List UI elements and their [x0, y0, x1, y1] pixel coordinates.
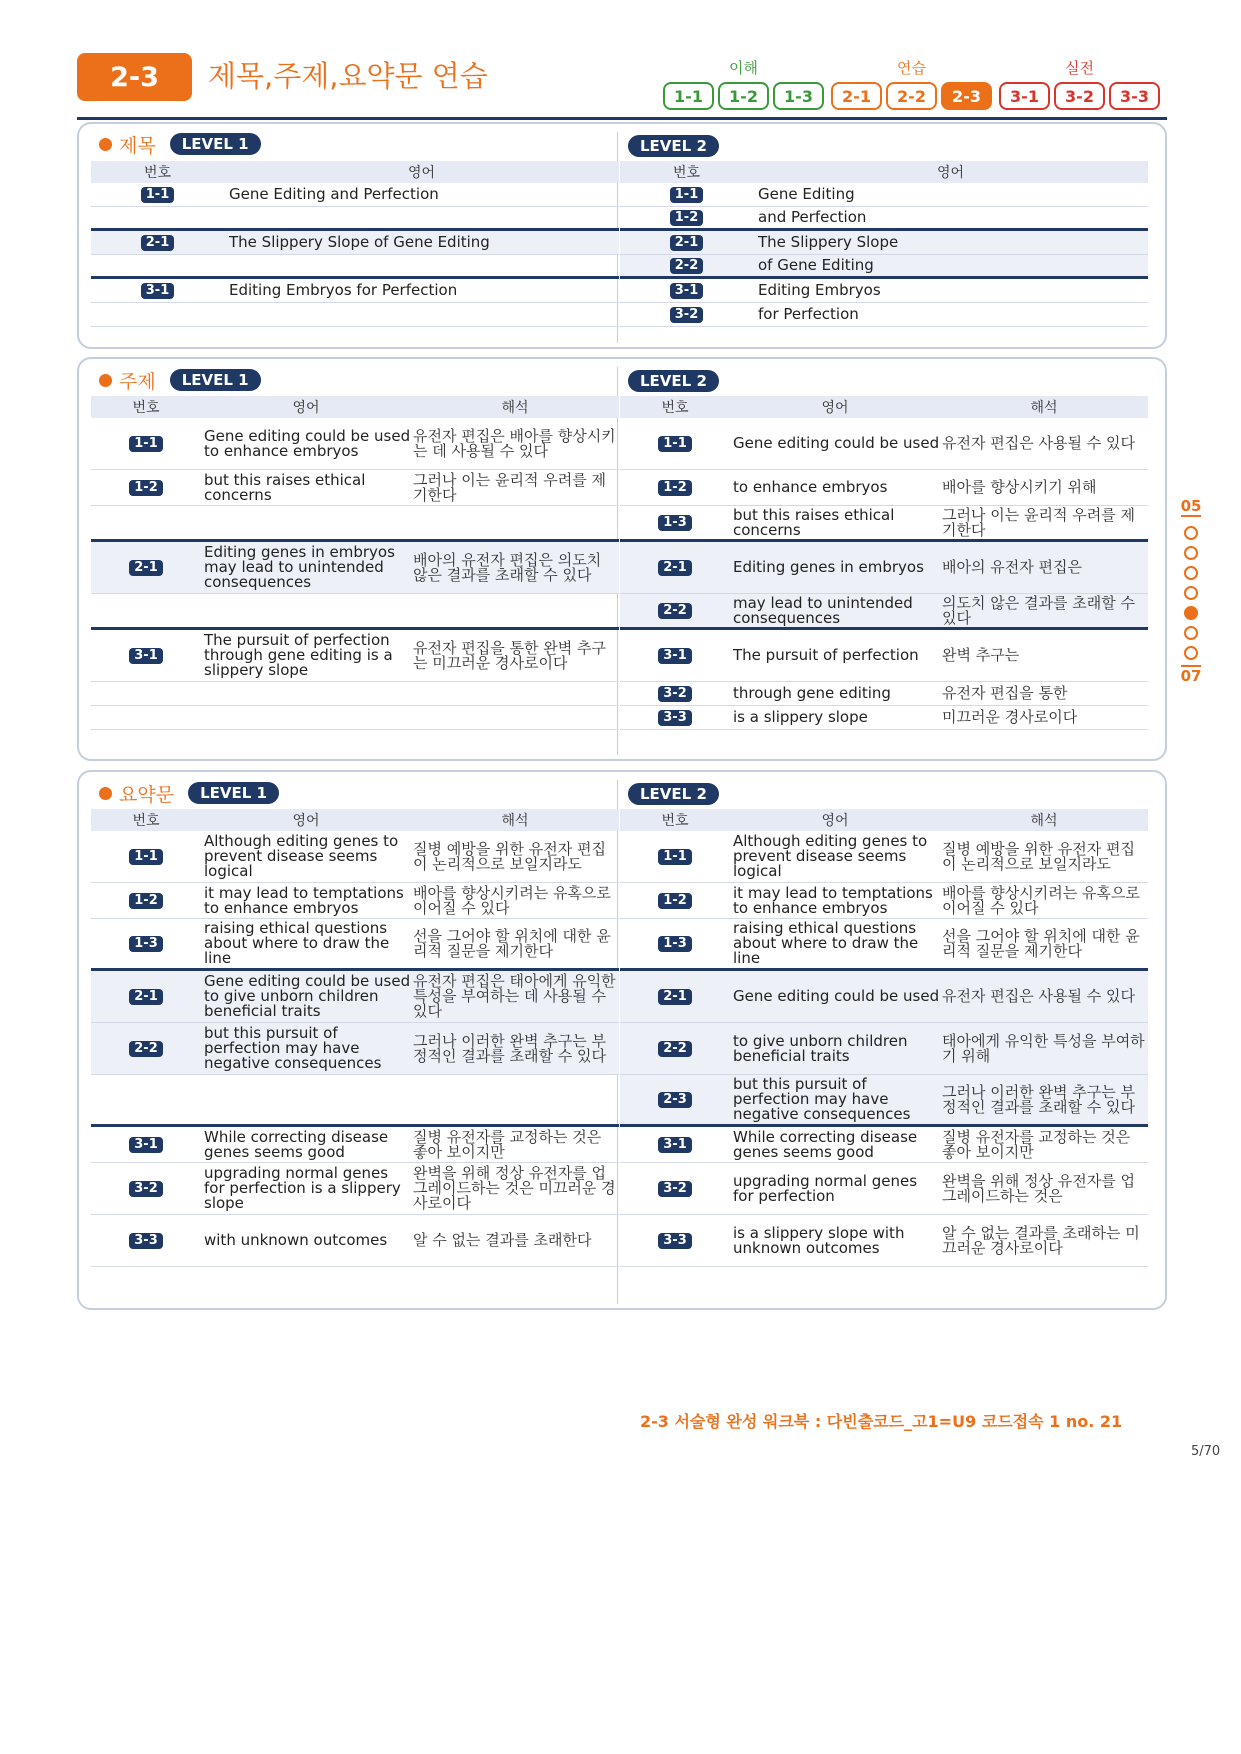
col-ko-header: 해석 [1030, 813, 1058, 829]
table-row [620, 831, 1148, 883]
english-cell: is a slippery slope [733, 708, 868, 726]
row-number-badge: 3-1 [658, 648, 692, 664]
col-num-header: 번호 [661, 400, 689, 416]
step-1-3[interactable]: 1-3 [773, 82, 824, 110]
korean-cell: 유전자 편집은 배아를 향상시키는 데 사용될 수 있다 [413, 426, 616, 460]
table-row [620, 231, 1148, 255]
row-number-badge: 2-1 [658, 560, 692, 576]
korean-cell: 배아를 향상시키려는 유혹으로 이어질 수 있다 [413, 883, 611, 917]
table-row [620, 919, 1148, 971]
row-number-badge: 3-1 [670, 283, 704, 299]
row-number-cell [620, 849, 730, 865]
english-cell: but this pursuit of perfection may have negative consequences [733, 1075, 911, 1123]
progress-dot-current-icon [1184, 606, 1198, 620]
table-row [91, 279, 619, 303]
row-number-badge: 1-1 [658, 849, 692, 865]
progress-dot-icon [1184, 626, 1198, 640]
table-row [91, 303, 619, 327]
row-number-cell [620, 235, 753, 251]
step-2-2[interactable]: 2-2 [886, 82, 937, 110]
row-number-badge: 2-1 [129, 560, 163, 576]
progress-dot-icon [1184, 646, 1198, 660]
step-1-2[interactable]: 1-2 [718, 82, 769, 110]
col-ko-header: 해석 [1030, 400, 1058, 416]
row-number-cell [91, 187, 224, 203]
page-title: 제목,주제,요약문 연습 [208, 59, 488, 93]
step-group-real [999, 58, 1160, 110]
progress-end-label: 07 [1180, 667, 1202, 685]
row-number-badge: 3-1 [129, 648, 163, 664]
table-row [91, 231, 619, 255]
chapter-progress [1180, 497, 1202, 685]
table-row [620, 207, 1148, 231]
row-number-cell [91, 436, 201, 452]
row-number-cell [620, 710, 730, 726]
table-row [91, 1075, 619, 1127]
korean-cell: 완벽을 위해 정상 유전자를 업그레이드하는 것은 미끄러운 경사로이다 [413, 1164, 616, 1212]
row-number-cell [620, 648, 730, 664]
row-number-cell [620, 515, 730, 531]
step-2-3[interactable]: 2-3 [941, 82, 992, 110]
english-cell: Editing genes in embryos may lead to unintended consequences [204, 543, 395, 591]
level-1-badge: LEVEL 1 [188, 782, 279, 804]
row-number-badge: 2-2 [658, 603, 692, 619]
theme-level2-table [620, 396, 1148, 730]
korean-cell: 유전자 편집은 사용될 수 있다 [942, 987, 1135, 1005]
col-num-header: 번호 [672, 165, 701, 181]
table-row [620, 542, 1148, 594]
level-1-badge: LEVEL 1 [170, 133, 261, 155]
english-cell: Gene editing could be used to enhance embryos [204, 426, 411, 460]
korean-cell: 유전자 편집을 통한 완벽 추구는 미끄러운 경사로이다 [413, 638, 606, 672]
korean-cell: 완벽 추구는 [942, 646, 1020, 664]
progress-start-label: 05 [1180, 497, 1202, 515]
section-name: 요약문 [119, 783, 175, 806]
table-row [91, 470, 619, 506]
english-cell: Editing Embryos for Perfection [229, 281, 458, 299]
row-number-badge: 2-1 [658, 989, 692, 1005]
row-number-cell [91, 560, 201, 576]
korean-cell: 배아를 향상시키려는 유혹으로 이어질 수 있다 [942, 883, 1140, 917]
step-group-label: 실전 [1065, 59, 1094, 77]
section-badge: 2-3 [77, 53, 192, 101]
english-cell: but this pursuit of perfection may have negative consequences [204, 1024, 382, 1072]
english-cell: upgrading normal genes for perfection [733, 1171, 918, 1205]
row-number-badge: 2-2 [129, 1041, 163, 1057]
title-section [77, 122, 1167, 349]
col-num-header: 번호 [132, 813, 160, 829]
table-row [91, 971, 619, 1023]
row-number-cell [91, 283, 224, 299]
table-row [91, 183, 619, 207]
header-divider [77, 117, 1167, 120]
table-row [91, 919, 619, 971]
row-number-badge: 1-3 [658, 936, 692, 952]
step-group-label: 연습 [897, 59, 926, 77]
col-en-header: 영어 [292, 813, 320, 829]
row-number-badge: 3-2 [129, 1181, 163, 1197]
footer-text: 2-3 서술형 완성 워크북 : 다빈출코드_고1=U9 코드접속 1 no. 21 [640, 1412, 1123, 1431]
korean-cell: 완벽을 위해 정상 유전자를 업그레이드하는 것은 [942, 1171, 1135, 1205]
row-number-cell [91, 648, 201, 664]
title-level1-table [91, 161, 619, 327]
english-cell: through gene editing [733, 684, 891, 702]
english-cell: Gene Editing and Perfection [229, 185, 439, 203]
english-cell: to give unborn children beneficial traits [733, 1031, 908, 1065]
step-group-practice [831, 58, 992, 110]
row-number-badge: 1-1 [141, 187, 175, 203]
step-3-3[interactable]: 3-3 [1109, 82, 1160, 110]
english-cell: it may lead to temptations to enhance embryos [204, 883, 404, 917]
summary-level1-table [91, 809, 619, 1267]
english-cell: The pursuit of perfection [733, 646, 919, 664]
row-number-badge: 1-2 [129, 480, 163, 496]
table-row [91, 506, 619, 542]
table-row [620, 706, 1148, 730]
table-row [620, 594, 1148, 630]
english-cell: Editing Embryos [758, 281, 881, 299]
col-en-header: 영어 [821, 400, 849, 416]
korean-cell: 미끄러운 경사로이다 [942, 708, 1078, 726]
row-number-badge: 1-2 [658, 480, 692, 496]
korean-cell: 선을 그어야 할 위치에 대한 윤리적 질문을 제기한다 [942, 926, 1140, 960]
english-cell: raising ethical questions about where to draw the line [733, 919, 919, 967]
progress-dot-icon [1184, 586, 1198, 600]
row-number-badge: 3-3 [658, 710, 692, 726]
english-cell: The pursuit of perfection through gene editing is a slippery slope [204, 631, 393, 679]
row-number-badge: 3-3 [129, 1233, 163, 1249]
english-cell: The Slippery Slope of Gene Editing [229, 233, 490, 251]
table-row [620, 1023, 1148, 1075]
table-row [91, 1023, 619, 1075]
korean-cell: 유전자 편집을 통한 [942, 684, 1068, 702]
english-cell: with unknown outcomes [204, 1231, 388, 1249]
theme-level1-table [91, 396, 619, 730]
english-cell: to enhance embryos [733, 478, 888, 496]
table-row [620, 279, 1148, 303]
bullet-icon [99, 138, 112, 151]
table-row [91, 706, 619, 730]
table-row [91, 1127, 619, 1163]
summary-level2-table [620, 809, 1148, 1267]
korean-cell: 그러나 이러한 완벽 추구는 부정적인 결과를 초래할 수 있다 [942, 1082, 1135, 1116]
korean-cell: 선을 그어야 할 위치에 대한 윤리적 질문을 제기한다 [413, 926, 611, 960]
row-number-badge: 2-2 [658, 1041, 692, 1057]
bullet-icon [99, 787, 112, 800]
progress-dot-icon [1184, 566, 1198, 580]
korean-cell: 배아의 유전자 편집은 의도치 않은 결과를 초래할 수 있다 [413, 550, 602, 584]
korean-cell: 그러나 이는 윤리적 우려를 제기한다 [942, 505, 1135, 539]
section-name: 제목 [119, 134, 156, 157]
table-row [91, 594, 619, 630]
korean-cell: 질병 예방을 위한 유전자 편집이 논리적으로 보일지라도 [942, 839, 1135, 873]
table-row [91, 1215, 619, 1267]
table-row [620, 1075, 1148, 1127]
row-number-cell [620, 258, 753, 274]
english-cell: Although editing genes to prevent disease seems logical [733, 832, 928, 880]
korean-cell: 알 수 없는 결과를 초래한다 [413, 1231, 592, 1249]
row-number-badge: 3-1 [141, 283, 175, 299]
row-number-badge: 1-1 [670, 187, 704, 203]
korean-cell: 그러나 이러한 완벽 추구는 부정적인 결과를 초래할 수 있다 [413, 1031, 606, 1065]
row-number-badge: 1-2 [670, 210, 704, 226]
table-row [620, 506, 1148, 542]
english-cell: Although editing genes to prevent disease seems logical [204, 832, 399, 880]
row-number-cell [91, 989, 201, 1005]
table-row [91, 1163, 619, 1215]
row-number-badge: 3-1 [129, 1137, 163, 1153]
english-cell: Gene Editing [758, 185, 855, 203]
row-number-cell [620, 187, 753, 203]
table-row [91, 207, 619, 231]
table-row [620, 255, 1148, 279]
row-number-cell [620, 603, 730, 619]
table-row [620, 183, 1148, 207]
table-row [620, 470, 1148, 506]
korean-cell: 배아의 유전자 편집은 [942, 558, 1082, 576]
english-cell: of Gene Editing [758, 256, 874, 274]
row-number-badge: 2-2 [670, 258, 704, 274]
row-number-cell [620, 1092, 730, 1108]
table-row [91, 883, 619, 919]
korean-cell: 그러나 이는 윤리적 우려를 제기한다 [413, 470, 606, 504]
table-row [91, 831, 619, 883]
step-group-label: 이해 [729, 59, 758, 77]
row-number-badge: 2-1 [141, 235, 175, 251]
row-number-cell [91, 1041, 201, 1057]
table-row [620, 682, 1148, 706]
step-2-1[interactable]: 2-1 [831, 82, 882, 110]
col-en-header: 영어 [821, 813, 849, 829]
row-number-cell [620, 686, 730, 702]
col-en-header: 영어 [292, 400, 320, 416]
english-cell: is a slippery slope with unknown outcomes [733, 1223, 905, 1257]
row-number-cell [620, 1137, 730, 1153]
row-number-badge: 3-1 [658, 1137, 692, 1153]
level-2-badge: LEVEL 2 [628, 135, 719, 157]
korean-cell: 질병 유전자를 교정하는 것은 좋아 보이지만 [413, 1127, 602, 1161]
summary-section [77, 770, 1167, 1310]
korean-cell: 태아에게 유익한 특성을 부여하기 위해 [942, 1031, 1145, 1065]
table-row [91, 418, 619, 470]
page-number: 5/70 [1191, 1444, 1221, 1459]
table-row [620, 1127, 1148, 1163]
row-number-cell [620, 989, 730, 1005]
row-number-badge: 1-2 [658, 893, 692, 909]
step-group-understand [663, 58, 824, 110]
row-number-cell [91, 936, 201, 952]
step-3-1[interactable]: 3-1 [999, 82, 1050, 110]
row-number-cell [91, 1181, 201, 1197]
level-1-badge: LEVEL 1 [170, 369, 261, 391]
col-en-header: 영어 [936, 165, 965, 181]
col-ko-header: 해석 [501, 400, 529, 416]
english-cell: Editing genes in embryos [733, 558, 924, 576]
english-cell: but this raises ethical concerns [733, 505, 895, 539]
col-num-header: 번호 [661, 813, 689, 829]
col-num-header: 번호 [132, 400, 160, 416]
col-en-header: 영어 [407, 165, 436, 181]
row-number-badge: 3-2 [658, 1181, 692, 1197]
row-number-badge: 2-1 [129, 989, 163, 1005]
row-number-cell [91, 1233, 201, 1249]
row-number-badge: 3-3 [658, 1233, 692, 1249]
row-number-badge: 1-1 [129, 436, 163, 452]
title-level2-table [620, 161, 1148, 327]
row-number-cell [91, 480, 201, 496]
row-number-cell [620, 283, 753, 299]
level-2-badge: LEVEL 2 [628, 370, 719, 392]
row-number-badge: 1-3 [658, 515, 692, 531]
row-number-badge: 2-1 [670, 235, 704, 251]
col-num-header: 번호 [143, 165, 172, 181]
row-number-badge: 2-3 [658, 1092, 692, 1108]
table-row [91, 630, 619, 682]
korean-cell: 유전자 편집은 사용될 수 있다 [942, 434, 1135, 452]
english-cell: but this raises ethical concerns [204, 470, 366, 504]
english-cell: Gene editing could be used to give unborn children beneficial traits [204, 972, 411, 1020]
table-row [620, 1215, 1148, 1267]
table-row [91, 542, 619, 594]
theme-section [77, 357, 1167, 761]
english-cell: for Perfection [758, 305, 859, 323]
table-row [91, 255, 619, 279]
english-cell: upgrading normal genes for perfection is a slippery slope [204, 1164, 401, 1212]
korean-cell: 질병 유전자를 교정하는 것은 좋아 보이지만 [942, 1127, 1131, 1161]
korean-cell: 알 수 없는 결과를 초래하는 미끄러운 경사로이다 [942, 1223, 1140, 1257]
col-ko-header: 해석 [501, 813, 529, 829]
section-name: 주제 [119, 370, 156, 393]
korean-cell: 의도치 않은 결과를 초래할 수 있다 [942, 593, 1135, 627]
row-number-badge: 1-3 [129, 936, 163, 952]
table-row [620, 883, 1148, 919]
row-number-cell [620, 1181, 730, 1197]
table-row [620, 630, 1148, 682]
bullet-icon [99, 374, 112, 387]
row-number-cell [620, 480, 730, 496]
row-number-cell [620, 893, 730, 909]
korean-cell: 질병 예방을 위한 유전자 편집이 논리적으로 보일지라도 [413, 839, 606, 873]
row-number-cell [91, 849, 201, 865]
english-cell: it may lead to temptations to enhance embryos [733, 883, 933, 917]
table-row [620, 418, 1148, 470]
row-number-badge: 1-1 [658, 436, 692, 452]
english-cell: Gene editing could be used [733, 434, 940, 452]
row-number-cell [91, 893, 201, 909]
row-number-cell [620, 1041, 730, 1057]
table-row [620, 303, 1148, 327]
step-1-1[interactable]: 1-1 [663, 82, 714, 110]
english-cell: The Slippery Slope [758, 233, 899, 251]
table-row [620, 971, 1148, 1023]
row-number-badge: 1-2 [129, 893, 163, 909]
row-number-cell [91, 235, 224, 251]
row-number-cell [620, 936, 730, 952]
level-2-badge: LEVEL 2 [628, 783, 719, 805]
row-number-cell [620, 210, 753, 226]
row-number-cell [620, 560, 730, 576]
row-number-badge: 3-2 [658, 686, 692, 702]
korean-cell: 배아를 향상시키기 위해 [942, 478, 1097, 496]
english-cell: While correcting disease genes seems good [733, 1127, 918, 1161]
row-number-cell [620, 307, 753, 323]
step-3-2[interactable]: 3-2 [1054, 82, 1105, 110]
row-number-cell [91, 1137, 201, 1153]
row-number-cell [620, 1233, 730, 1249]
row-number-badge: 1-1 [129, 849, 163, 865]
english-cell: While correcting disease genes seems good [204, 1127, 389, 1161]
progress-dot-icon [1184, 546, 1198, 560]
english-cell: may lead to unintended consequences [733, 593, 913, 627]
row-number-badge: 3-2 [670, 307, 704, 323]
korean-cell: 유전자 편집은 태아에게 유익한 특성을 부여하는 데 사용될 수 있다 [413, 972, 616, 1020]
row-number-cell [620, 436, 730, 452]
english-cell: and Perfection [758, 208, 867, 226]
english-cell: raising ethical questions about where to draw the line [204, 919, 390, 967]
progress-dot-icon [1184, 526, 1198, 540]
english-cell: Gene editing could be used [733, 987, 940, 1005]
table-row [91, 682, 619, 706]
table-row [620, 1163, 1148, 1215]
